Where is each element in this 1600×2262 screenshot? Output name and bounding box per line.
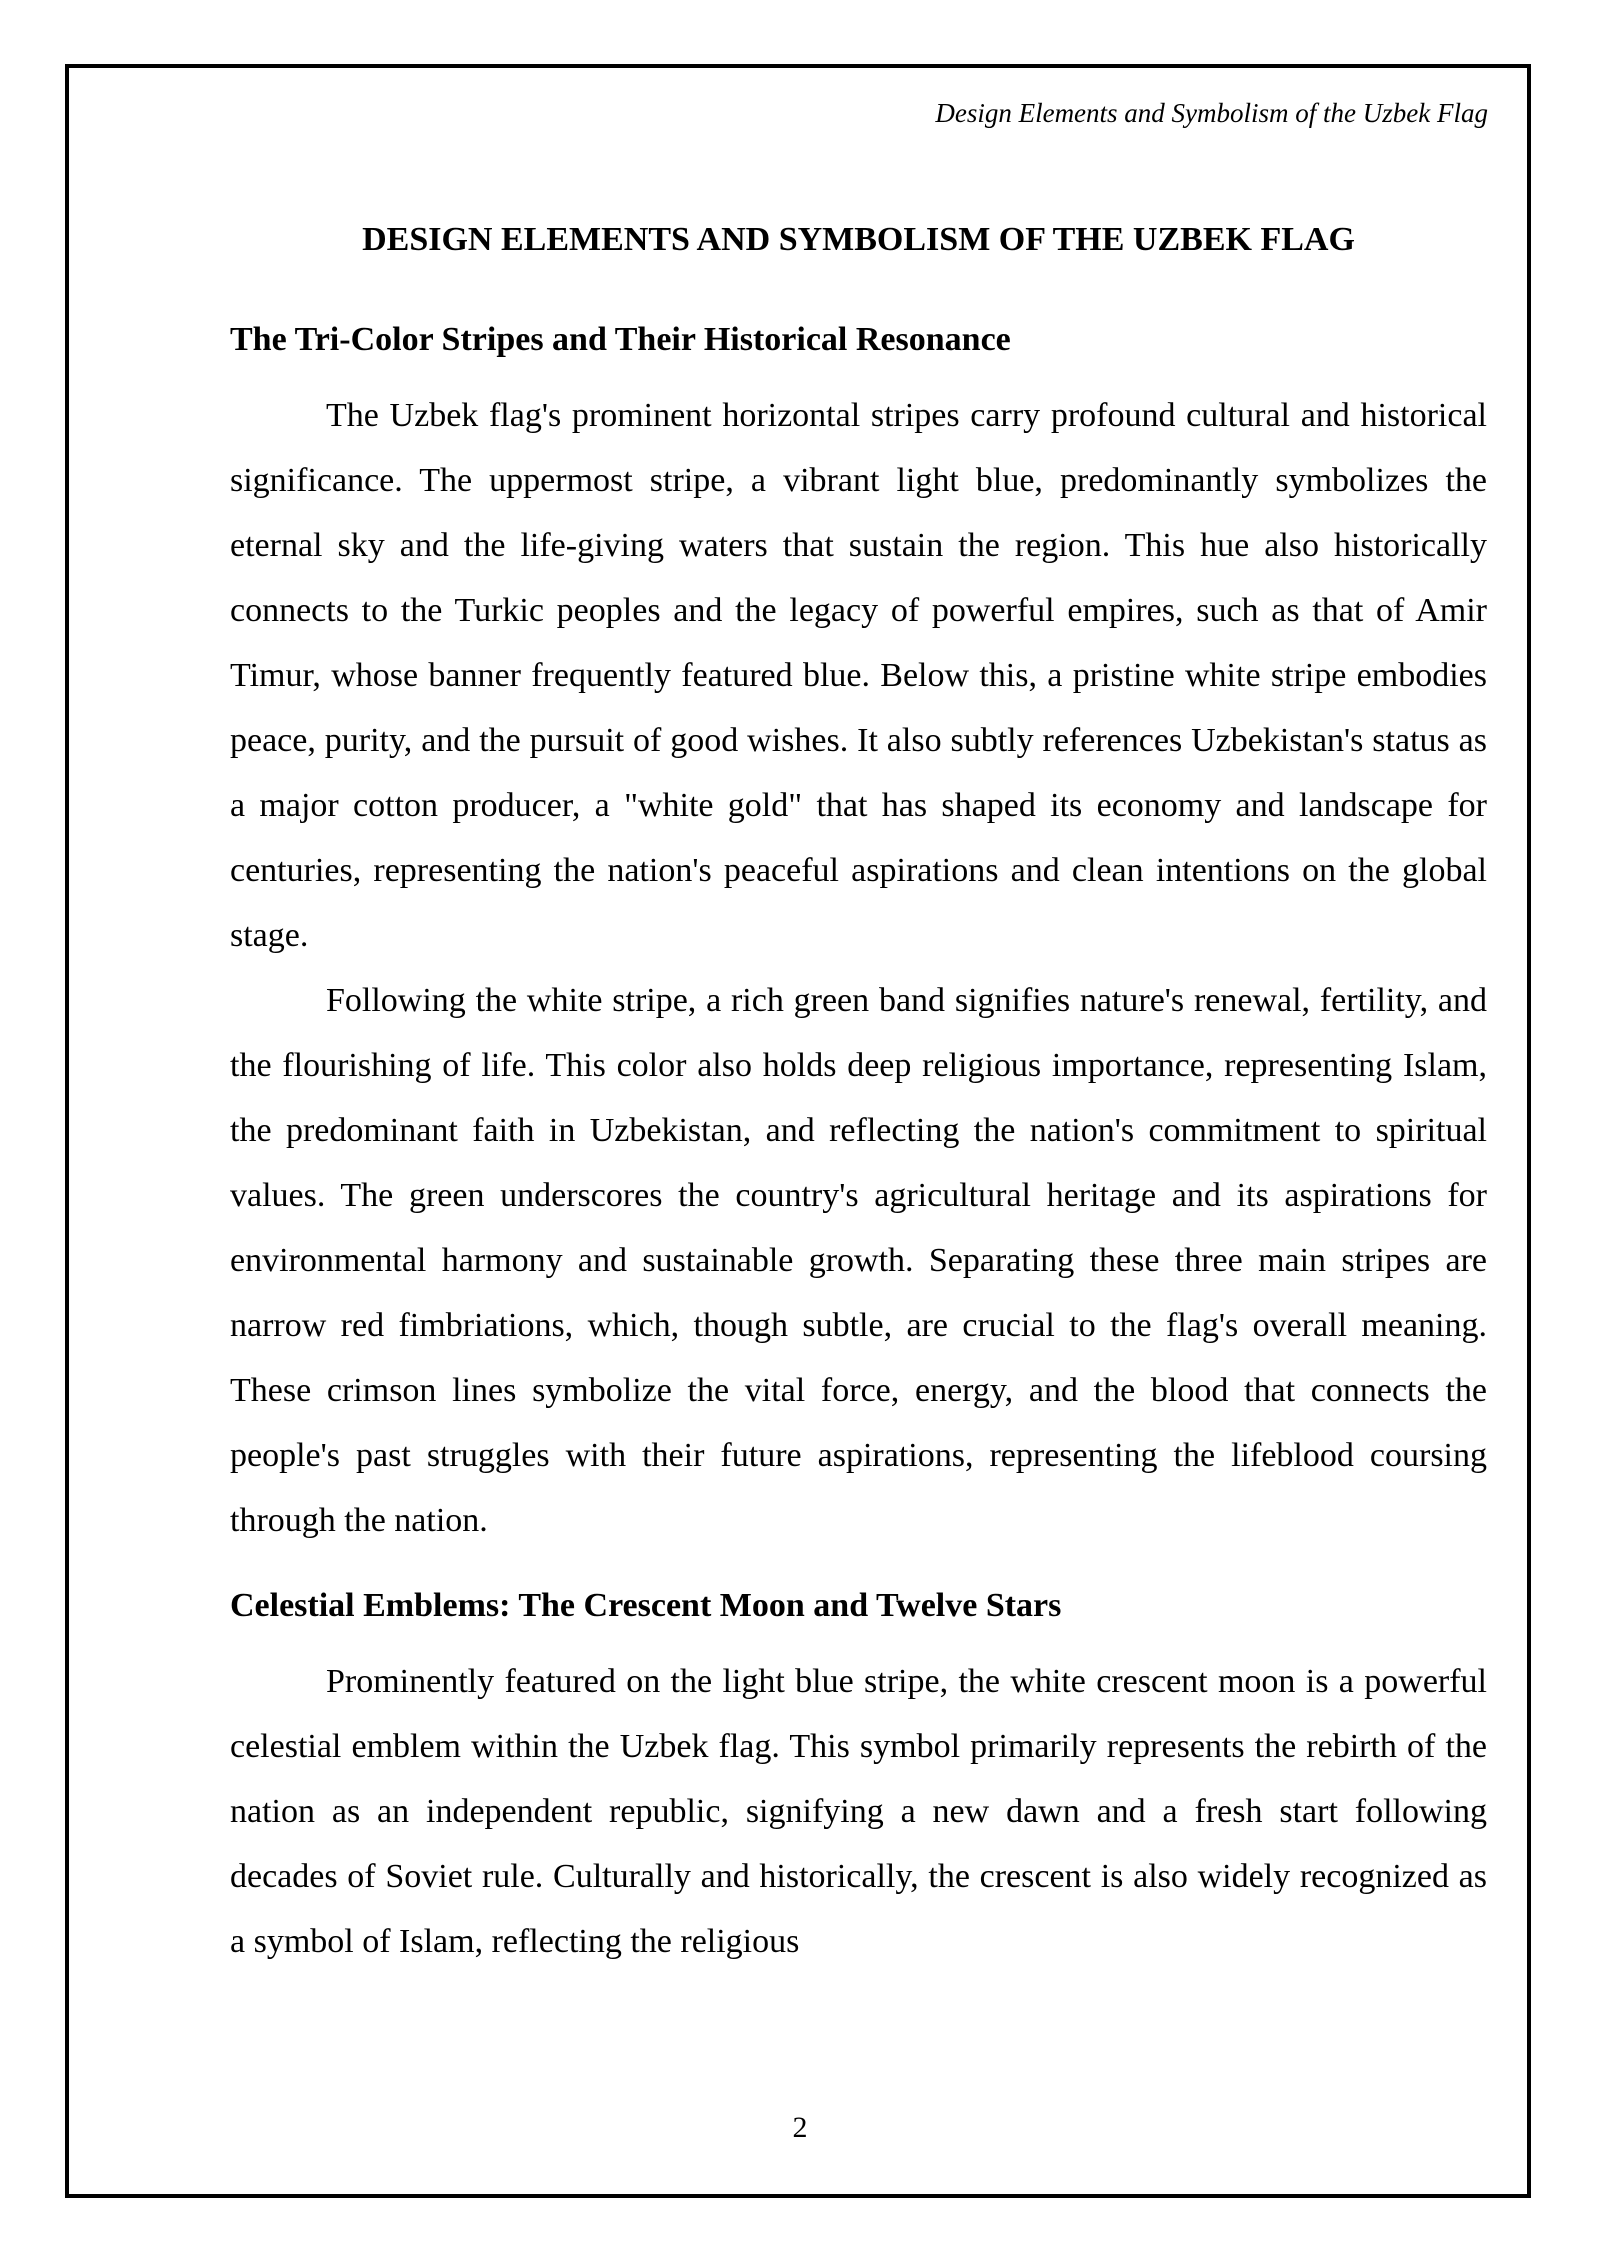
document-title: DESIGN ELEMENTS AND SYMBOLISM OF THE UZBEK FLAG	[362, 221, 1355, 258]
section-heading-celestial-emblems: Celestial Emblems: The Crescent Moon and Twelve Stars	[230, 1587, 1062, 1624]
paragraph: Following the white stripe, a rich green band signifies nature's renewal, fertility, and the flourishing of life. This color also holds deep religious importance, representing Islam, the predominant faith in Uzbekistan, and reflecting the nation's commitment to spiritual values. The green underscores the country's agricultural heritage and its aspirations for environmental harmony and sustainable growth. Separating these three main stripes are narrow red fimbriations, which, though subtle, are crucial to the flag's overall meaning. These crimson lines symbolize the vital force, energy, and the blood that connects the people's past struggles with their future aspirations, representing the lifeblood coursing through the nation.	[230, 982, 1487, 1539]
paragraph: The Uzbek flag's prominent horizontal stripes carry profound cultural and historical significance. The uppermost stripe, a vibrant light blue, predominantly symbolizes the eternal sky and the life-giving waters that sustain the region. This hue also historically connects to the Turkic peoples and the legacy of powerful empires, such as that of Amir Timur, whose banner frequently featured blue. Below this, a pristine white stripe embodies peace, purity, and the pursuit of good wishes. It also subtly references Uzbekistan's status as a major cotton producer, a "white gold" that has shaped its economy and landscape for centuries, representing the nation's peaceful aspirations and clean intentions on the global stage.	[230, 397, 1487, 954]
running-header: Design Elements and Symbolism of the Uzbek Flag	[935, 98, 1488, 128]
section-heading-tri-color-stripes: The Tri-Color Stripes and Their Historical Resonance	[230, 321, 1011, 358]
document-body	[230, 215, 1487, 1974]
paragraph: Prominently featured on the light blue stripe, the white crescent moon is a powerful celestial emblem within the Uzbek flag. This symbol primarily represents the rebirth of the nation as an independent republic, signifying a new dawn and a fresh start following decades of Soviet rule. Culturally and historically, the crescent is also widely recognized as a symbol of Islam, reflecting the religious	[230, 1663, 1487, 1960]
page-number: 2	[792, 2111, 808, 2144]
